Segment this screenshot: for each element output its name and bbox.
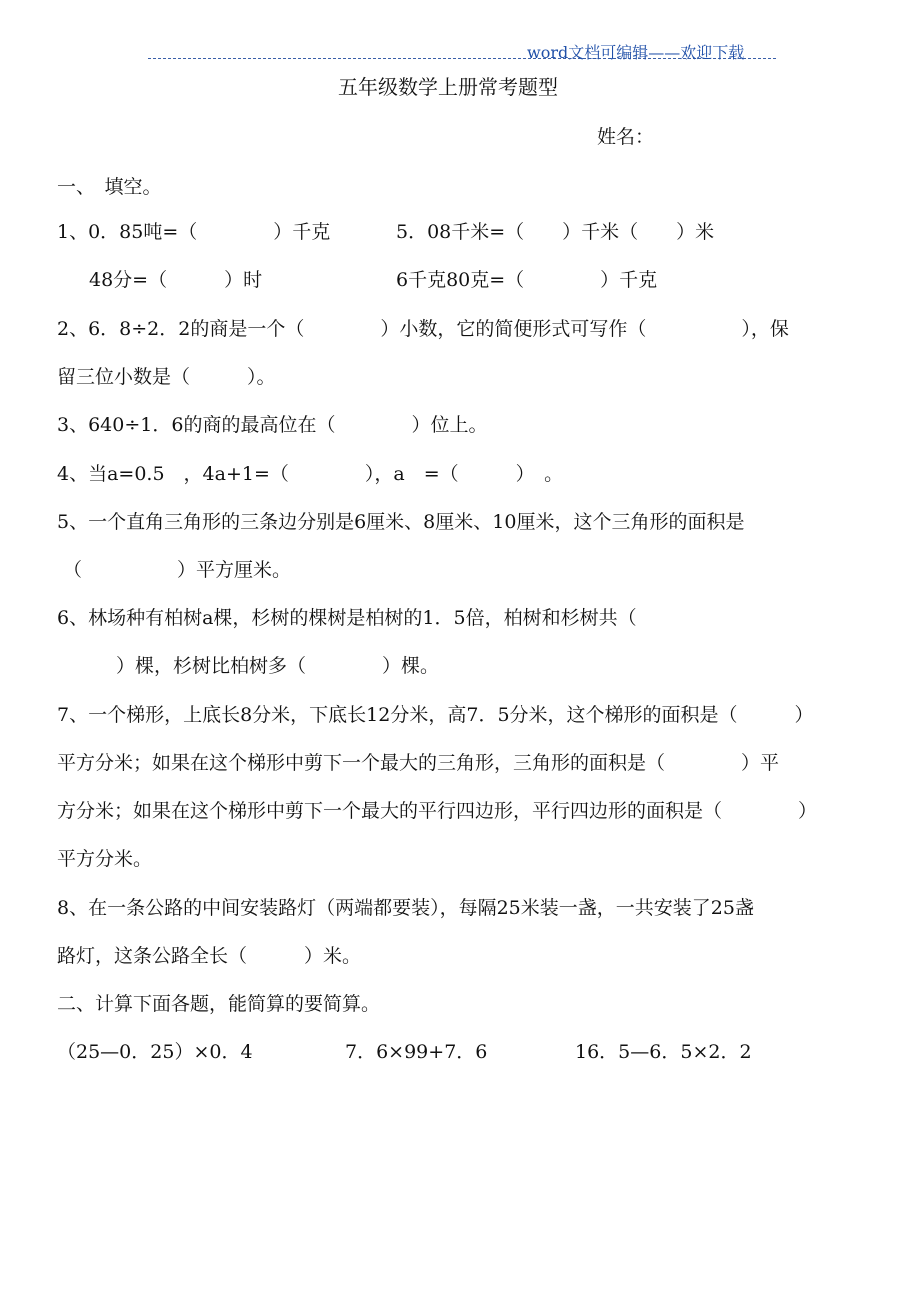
q8-line1: 8、在一条公路的中间安装路灯（两端都要装），每隔25米装一盏，一共安装了25盏	[57, 897, 754, 919]
q7-line3: 方分米；如果在这个梯形中剪下一个最大的平行四边形，平行四边形的面积是（ ）	[57, 800, 818, 822]
section-fill-blank: 一、 填空。	[57, 176, 162, 198]
q4: 4、当a=0.5 ，4a+1=（ ），a =（ ） 。	[57, 463, 564, 485]
q7-line2: 平方分米；如果在这个梯形中剪下一个最大的三角形，三角形的面积是（ ）平	[57, 752, 780, 774]
calc-expression-2: 7．6×99+7．6	[345, 1041, 488, 1063]
q6-line2: ）棵，杉树比柏树多（ ）棵。	[78, 655, 440, 677]
q6-line1: 6、林场种有柏树a棵，杉树的棵树是柏树的1．5倍，柏树和杉树共（	[57, 607, 637, 629]
q2-line2: 留三位小数是（ ）。	[57, 366, 276, 388]
q5-line2: （ ）平方厘米。	[63, 559, 292, 581]
section-calculation: 二、计算下面各题，能简算的要简算。	[57, 993, 381, 1015]
q5-line1: 5、一个直角三角形的三条边分别是6厘米、8厘米、10厘米，这个三角形的面积是	[57, 511, 745, 533]
q8-line2: 路灯，这条公路全长（ ）米。	[57, 945, 362, 967]
q7-line4: 平方分米。	[57, 848, 153, 870]
q1-g-to-kg: 6千克80克=（ ）千克	[396, 269, 658, 291]
q1-min-to-hour: 48分=（ ）时	[89, 269, 263, 291]
calc-expression-1: （25—0．25）×0．4	[57, 1041, 253, 1063]
q7-line1: 7、一个梯形，上底长8分米，下底长12分米，高7．5分米，这个梯形的面积是（ ）	[57, 704, 814, 726]
header-watermark: word文档可编辑——欢迎下载	[527, 43, 745, 62]
page-title: 五年级数学上册常考题型	[338, 75, 558, 99]
q2-line1: 2、6．8÷2．2的商是一个（ ）小数，它的简便形式可写作（ ），保	[57, 318, 789, 340]
q1-ton-to-kg: 1、0．85吨=（ ）千克	[57, 221, 331, 243]
name-label: 姓名：	[597, 126, 655, 148]
q3: 3、640÷1．6的商的最高位在（ ）位上。	[57, 414, 488, 436]
q1-km-to-m: 5．08千米=（ ）千米（ ）米	[396, 221, 715, 243]
calc-expression-3: 16．5—6．5×2．2	[575, 1041, 752, 1063]
